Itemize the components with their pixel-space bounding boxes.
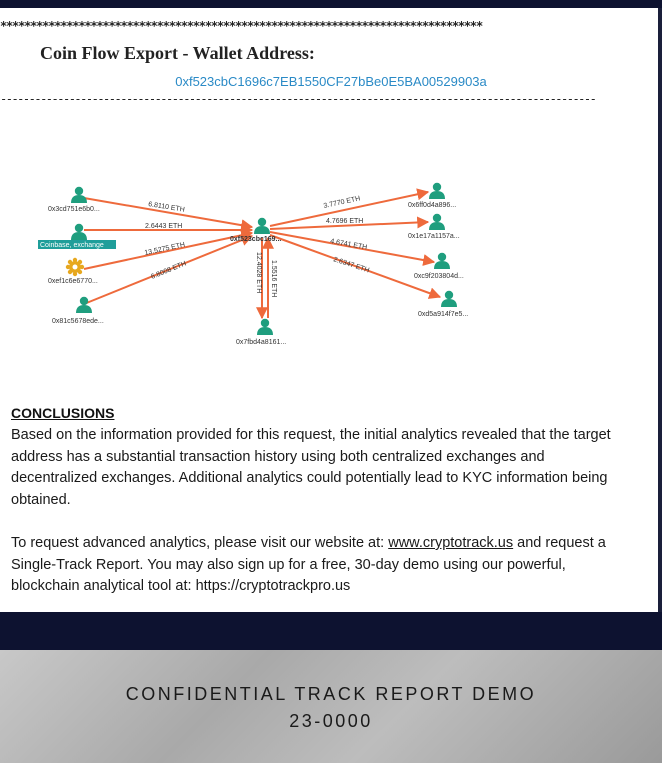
edge-label-1: 6.8110 ETH	[147, 201, 186, 214]
wallet-node-icon	[71, 224, 87, 240]
wallet-node-icon	[434, 253, 450, 269]
node-label-6: 0x6ff0d4a896...	[408, 202, 457, 209]
wallet-node-icon	[257, 319, 273, 335]
node-label-8: 0xc9f203804d...	[414, 273, 464, 280]
wallet-node-icon	[441, 291, 457, 307]
node-label-4: 0x81c5678ede...	[52, 318, 104, 325]
top-bar	[0, 0, 662, 8]
node-label-2: Coinbase, exchange	[40, 242, 104, 249]
request-paragraph	[11, 533, 631, 598]
edge-label-2: 2.6443 ETH	[145, 223, 183, 230]
contract-gear-icon	[66, 258, 84, 276]
center-label: 0xf523cbc169...	[230, 236, 282, 243]
footer-band	[0, 612, 662, 650]
edge-label-5a: 1.5516 ETH	[270, 260, 277, 298]
edge-label-7: 4.7696 ETH	[326, 218, 364, 225]
footer-title: CONFIDENTIAL TRACK REPORT DEMO	[125, 684, 537, 704]
wallet-node-icon	[429, 183, 445, 199]
conclusions-paragraph: Based on the information provided for this request, the initial analytics revealed that the target address has a substantial transaction history using both centralized exchanges and decentralized exchanges. Additional analytics could potentially lead to KYC information being obtained.	[11, 427, 611, 508]
node-label-1: 0x3cd751e6b0...	[48, 206, 100, 213]
website-link[interactable]: www.cryptotrack.us	[388, 535, 514, 551]
edge-label-9: 2.6347 ETH	[332, 256, 371, 275]
footer-panel	[0, 650, 662, 763]
wallet-node-icon	[71, 187, 87, 203]
coin-flow-graph	[0, 170, 662, 360]
page-title: Coin Flow Export - Wallet Address:	[40, 43, 315, 63]
node-label-3: 0xef1c6e6770...	[48, 278, 98, 285]
edge-label-4: 6.8008 ETH	[150, 260, 188, 281]
wallet-address: 0xf523cbC1696c7EB1550CF27bBe0E5BA00529903a	[175, 74, 487, 89]
conclusions-heading: CONCLUSIONS	[11, 405, 115, 421]
edge-label-5b: 12.4028 ETH	[255, 252, 262, 294]
node-label-7: 0x1e17a1157a...	[408, 233, 460, 240]
footer-report-number: 23-0000	[289, 711, 373, 731]
wallet-node-icon	[76, 297, 92, 313]
wallet-node-icon	[429, 214, 445, 230]
target-wallet-icon	[254, 218, 270, 234]
dash-separator: --------------------------------------------------------------------------------------------------------	[0, 92, 596, 106]
edge-label-3: 13.5275 ETH	[143, 241, 186, 257]
request-text-prefix: To request advanced analytics, please visit our website at:	[11, 535, 389, 551]
node-label-9: 0xd5a914f7e5...	[418, 311, 469, 318]
edge-label-8: 4.6741 ETH	[329, 238, 368, 252]
star-separator: ********************************************************************************	[0, 19, 482, 33]
node-label-5: 0x7fbd4a8161...	[236, 339, 287, 346]
edge-label-6: 3.7770 ETH	[322, 195, 361, 210]
request-text-suffix: and request a Single-Track Report. You may also sign up for a free, 30-day demo using our powerful, blockchain analytical tool at: https://cryptotrackpro.us	[11, 535, 606, 594]
